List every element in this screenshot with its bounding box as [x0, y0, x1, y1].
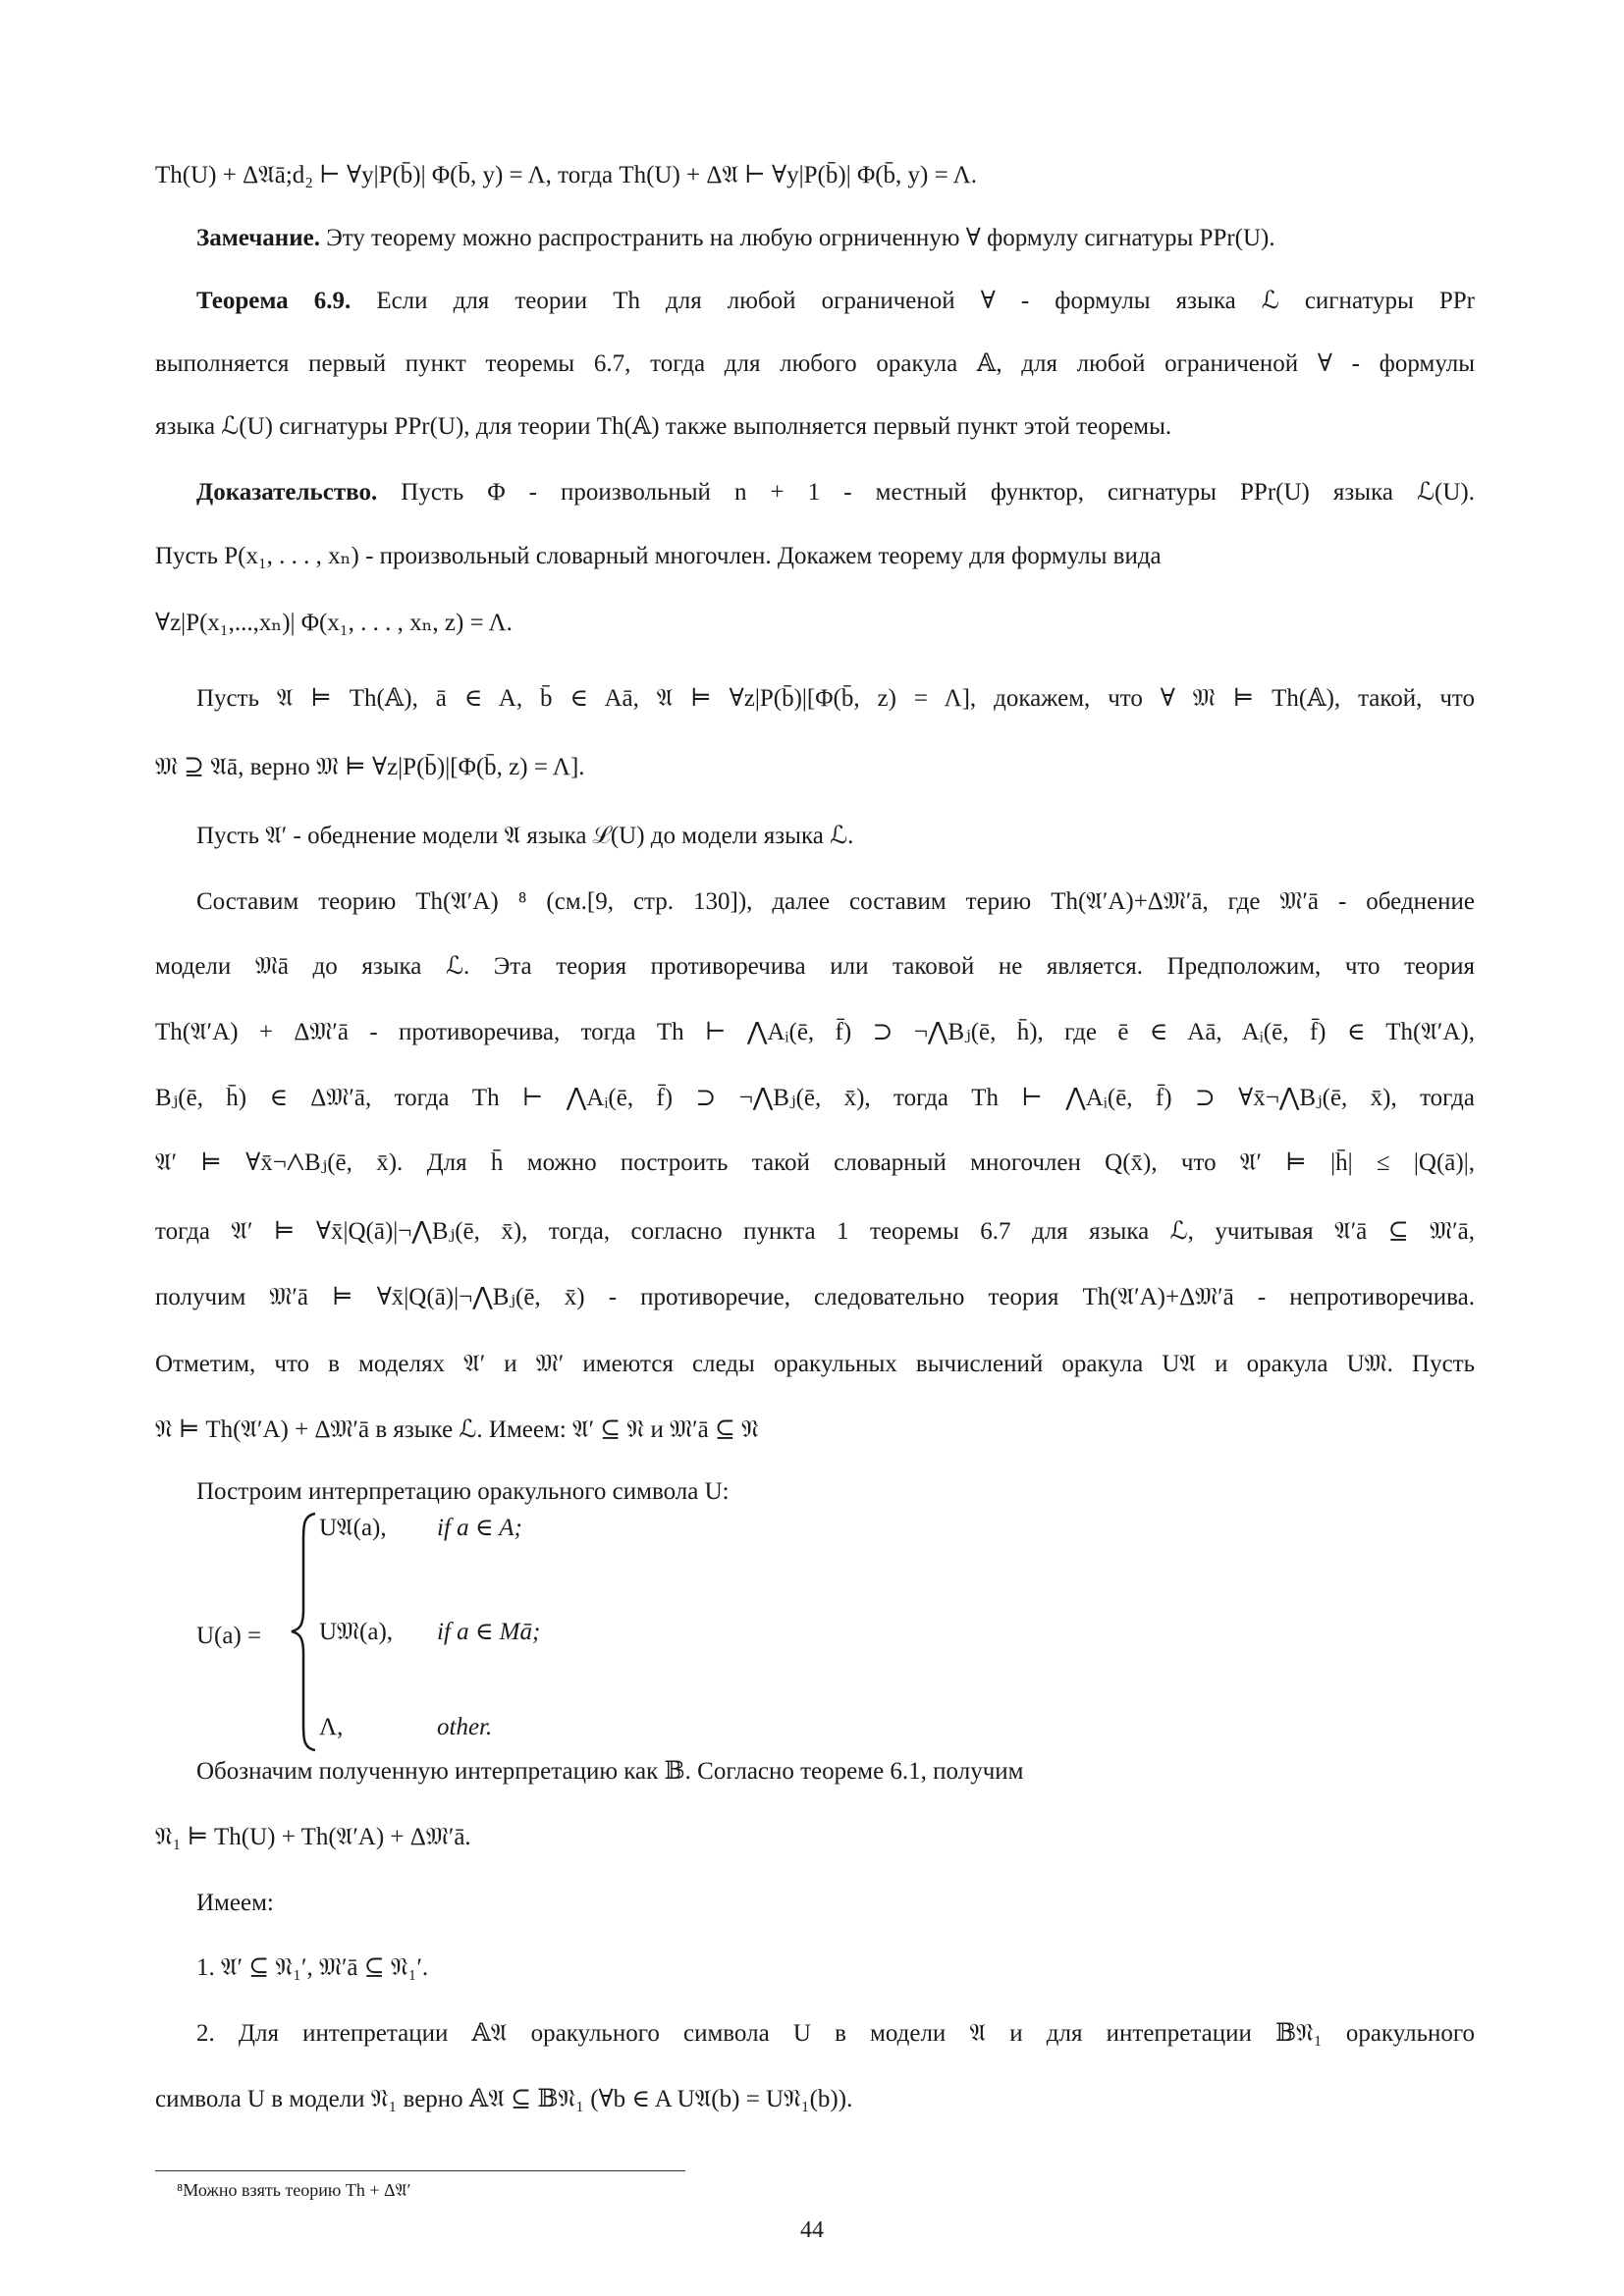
paragraph-line: модели 𝔐ā до языка ℒ. Эта теория противоречива или таковой не является. Предположим, что теория — [155, 953, 1475, 980]
case-value: U𝔐(a), — [319, 1619, 394, 1645]
remark-paragraph: Замечание. Эту теорему можно распространить на любую огрниченную ∀ формулу сигнатуры PPr(U). — [196, 225, 1275, 251]
formula-line: ∀z|P(x₁,...,xₙ)| Φ(x₁, . . . , xₙ, z) = Λ. — [155, 610, 513, 636]
case-row — [319, 1616, 540, 1649]
theorem-heading-line: Теорема 6.9. Если для теории Th для любой ограниченой ∀ - формулы языка ℒ сигнатуры PPr — [196, 288, 1475, 314]
proof-heading-line: Доказательство. Пусть Φ - произвольный n + 1 - местный функтор, сигнатуры PPr(U) языка ℒ(U). — [196, 479, 1475, 506]
paragraph-line: языка ℒ(U) сигнатуры PPr(U), для теории Th(𝔸) также выполняется первый пункт этой теоремы. — [155, 413, 1172, 440]
case-row — [319, 1711, 492, 1744]
paragraph-line: Пусть 𝔄 ⊨ Th(𝔸), ā ∈ A, b̄ ∈ Aā, 𝔄 ⊨ ∀z|P(b̄)|[Φ(b̄, z) = Λ], докажем, что ∀ 𝔐 ⊨ Th(𝔸), такой, что — [196, 685, 1475, 712]
paragraph-line: Th(𝔄′A) + Δ𝔐′ā - противоречива, тогда Th ⊢ ⋀Aᵢ(ē, f̄) ⊃ ¬⋀Bⱼ(ē, h̄), где ē ∈ Aā, Aᵢ(ē, f̄) ∈ Th(𝔄′A), — [155, 1019, 1475, 1045]
paragraph-line: Отметим, что в моделях 𝔄′ и 𝔐′ имеются следы оракульных вычислений оракула U𝔄 и оракула U𝔐. Пусть — [155, 1351, 1475, 1377]
heading-label: Доказательство. — [196, 479, 378, 506]
cases-lhs: U(a) = — [196, 1623, 262, 1649]
paragraph-line: тогда 𝔄′ ⊨ ∀x̄|Q(ā)|¬⋀Bⱼ(ē, x̄), тогда, согласно пункта 1 теоремы 6.7 для языка ℒ, учитывая 𝔄′ā ⊆ 𝔐′ā, — [155, 1218, 1475, 1245]
footnote-rule — [155, 2170, 685, 2171]
cases-brace — [290, 1512, 319, 1752]
case-value: U𝔄(a), — [319, 1515, 387, 1541]
paragraph-line: выполняется первый пункт теоремы 6.7, тогда для любого оракула 𝔸, для любой ограниченой ∀ - формулы — [155, 350, 1475, 377]
heading-label: Замечание. — [196, 225, 320, 251]
paragraph-line: Обозначим полученную интерпретацию как 𝔹. Согласно теореме 6.1, получим — [196, 1758, 1024, 1785]
paragraph-line: Пусть 𝔄′ - обеднение модели 𝔄 языка ℒ(U) до модели языка ℒ. — [196, 823, 854, 849]
paragraph-line: 𝔑 ⊨ Th(𝔄′A) + Δ𝔐′ā в языке ℒ. Имеем: 𝔄′ ⊆ 𝔑 и 𝔐′ā ⊆ 𝔑 — [155, 1416, 759, 1443]
paragraph-line: Имеем: — [196, 1890, 274, 1916]
paragraph-line: Пусть P(x₁, . . . , xₙ) - произвольный словарный многочлен. Докажем теорему для формулы вида — [155, 543, 1162, 569]
case-condition: if a ∈ A; — [437, 1515, 522, 1541]
paragraph-line: символа U в модели 𝔑₁ верно 𝔸𝔄 ⊆ 𝔹𝔑₁ (∀b ∈ A U𝔄(b) = U𝔑₁(b)). — [155, 2086, 853, 2112]
heading-label: Теорема 6.9. — [196, 288, 352, 314]
formula-line: 𝔑₁ ⊨ Th(U) + Th(𝔄′A) + Δ𝔐′ā. — [155, 1824, 471, 1850]
case-value: Λ, — [319, 1714, 344, 1740]
case-condition: other. — [437, 1714, 493, 1740]
formula-line: Th(U) + Δ𝔄ā;d₂ ⊢ ∀y|P(b̄)| Φ(b̄, y) = Λ, тогда Th(U) + Δ𝔄 ⊢ ∀y|P(b̄)| Φ(b̄, y) = Λ. — [155, 162, 977, 188]
paragraph-line: Bⱼ(ē, h̄) ∈ Δ𝔐′ā, тогда Th ⊢ ⋀Aᵢ(ē, f̄) ⊃ ¬⋀Bⱼ(ē, x̄), тогда Th ⊢ ⋀Aᵢ(ē, f̄) ⊃ ∀x̄¬⋀Bⱼ(ē, x̄), тогда — [155, 1085, 1475, 1111]
paragraph-line: 𝔄′ ⊨ ∀x̄¬⋀Bⱼ(ē, x̄). Для h̄ можно построить такой словарный многочлен Q(x̄), что 𝔄′ ⊨ |h̄| ≤ |Q(ā)|, — [155, 1149, 1475, 1176]
paragraph-line: Построим интерпретацию оракульного символа U: — [196, 1478, 730, 1505]
paragraph-line: получим 𝔐′ā ⊨ ∀x̄|Q(ā)|¬⋀Bⱼ(ē, x̄) - противоречие, следовательно теория Th(𝔄′A)+Δ𝔐′ā - непротиворечива. — [155, 1284, 1475, 1310]
list-item: 1. 𝔄′ ⊆ 𝔑₁′, 𝔐′ā ⊆ 𝔑₁′. — [196, 1954, 429, 1981]
paragraph-line: Составим теорию Th(𝔄′A) ⁸ (см.[9, стр. 130]), далее составим терию Th(𝔄′A)+Δ𝔐′ā, где 𝔐′ā - обеднение — [196, 888, 1475, 915]
case-condition: if a ∈ Mā; — [437, 1619, 541, 1645]
list-item: 2. Для интепретации 𝔸𝔄 оракульного символа U в модели 𝔄 и для интепретации 𝔹𝔑₁ оракульного — [196, 2020, 1475, 2047]
footnote: ⁸Можно взять теорию Th + Δ𝔄′ — [177, 2180, 411, 2200]
page-number: 44 — [800, 2217, 824, 2243]
case-row — [319, 1512, 522, 1545]
paragraph-line: 𝔐 ⊇ 𝔄ā, верно 𝔐 ⊨ ∀z|P(b̄)|[Φ(b̄, z) = Λ]. — [155, 754, 585, 780]
